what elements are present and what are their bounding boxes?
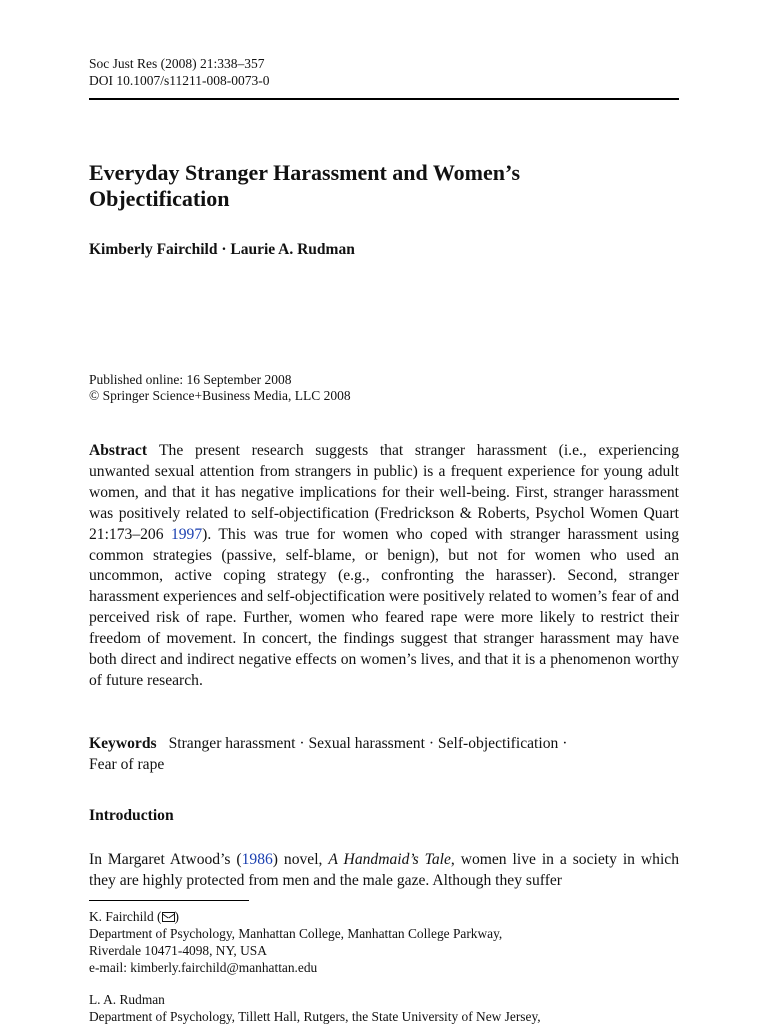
author-1-name-end: ) [174,909,179,924]
author-list: Kimberly Fairchild · Laurie A. Rudman [89,241,355,258]
introduction-paragraph [89,849,679,891]
author-1-name-line [89,908,689,925]
journal-header [89,55,269,89]
intro-text-part-1: In Margaret Atwood’s ( [89,851,242,868]
intro-text-part-3: , women live in a society in which they are highly protected from men and the male gaze. Although they suffer [89,851,679,889]
article-title [89,160,649,212]
intro-text-part-2: ) novel, [272,851,329,868]
footnote-author-1 [89,908,689,976]
author-1-address: Riverdale 10471-4098, NY, USA [89,943,267,958]
copyright-notice: © Springer Science+Business Media, LLC 2008 [89,388,351,403]
envelope-icon[interactable] [162,912,175,922]
abstract-text-part-2: ). This was true for women who coped with stranger harassment using common strategies (passive, self-blame, or benign), but not for women who used an uncommon, active coping strategy (e.g., confronting the harasser). Second, stranger harassment experiences and self-objectification were positively related to women’s fear of and perceived risk of rape. Further, women who feared rape were more likely to restrict their freedom of movement. In concert, the findings suggest that stranger harassment may have both direct and indirect negative effects on women’s lives, and that it is a phenomenon worthy of future research. [89,525,679,689]
abstract-label: Abstract [89,442,148,459]
keywords-line-1: Stranger harassment · Sexual harassment · Self-objectification · [168,735,568,752]
published-date: Published online: 16 September 2008 [89,372,292,387]
abstract [89,441,679,692]
keywords-label: Keywords [89,735,157,752]
introduction-heading: Introduction [89,807,174,824]
citation-link-1997[interactable]: 1997 [170,525,203,543]
article-title-line-1: Everyday Stranger Harassment and Women’s [89,160,521,185]
keywords [89,733,679,775]
footnote-rule [89,900,249,901]
author-1-department: Department of Psychology, Manhattan College, Manhattan College Parkway, [89,926,503,941]
book-title: A Handmaid’s Tale [328,851,451,868]
publication-info [89,372,351,404]
header-rule [89,98,679,100]
abstract-text-part-1: The present research suggests that stranger harassment (i.e., experiencing unwanted sexual attention from strangers in public) is a frequent experience for young adult women, and that it has negative implications for their well-being. First, stranger harassment was positively related to self-objectification (Fredrickson & Roberts, Psychol Women Quart 21:173–206 [89,442,679,543]
keywords-line-2: Fear of rape [89,756,165,773]
author-2-name: L. A. Rudman [89,992,165,1007]
author-1-name: K. Fairchild ( [89,909,162,924]
doi: DOI 10.1007/s11211-008-0073-0 [89,73,270,88]
journal-citation: Soc Just Res (2008) 21:338–357 [89,56,265,71]
author-1-email[interactable]: e-mail: kimberly.fairchild@manhattan.edu [89,960,318,975]
footnote-author-2 [89,991,689,1025]
article-title-line-2: Objectification [89,186,230,211]
citation-link-1986[interactable]: 1986 [241,851,273,868]
author-2-department: Department of Psychology, Tillett Hall, Rutgers, the State University of New Jersey, [89,1009,541,1024]
